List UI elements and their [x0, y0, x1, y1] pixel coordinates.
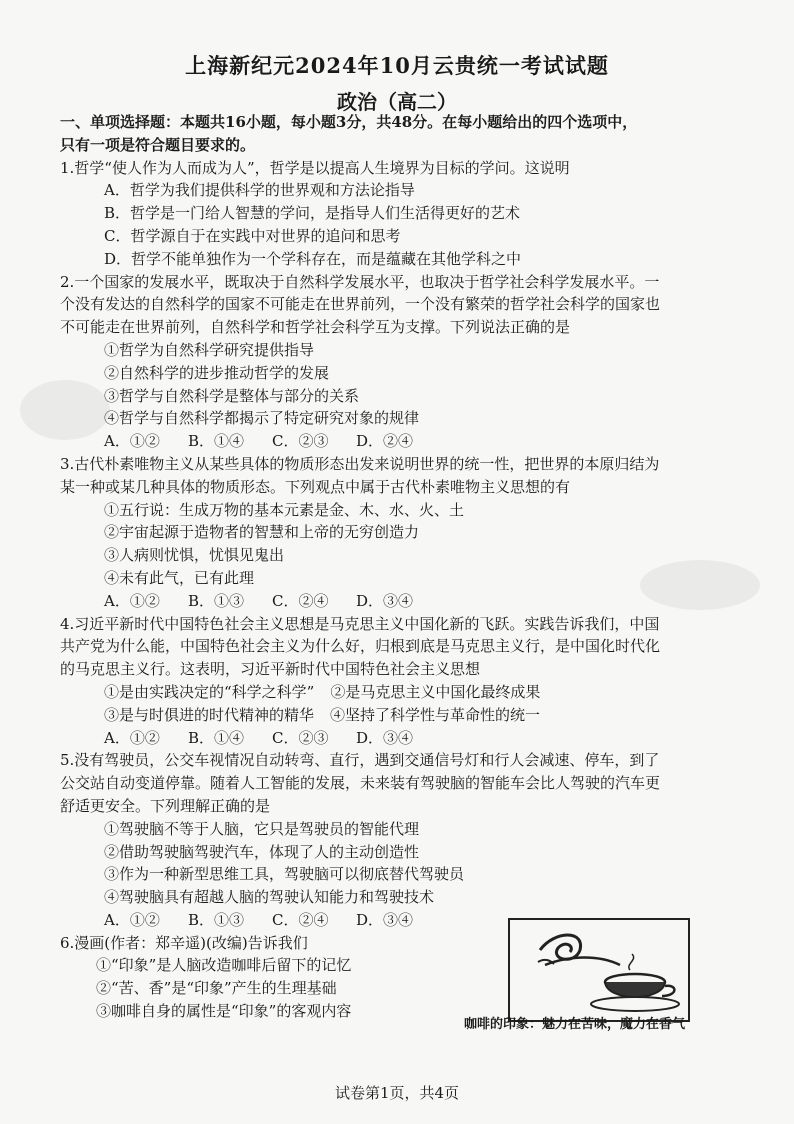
- question-stem: 1.哲学“使人作为人而成为人”，哲学是以提高人生境界为目标的学问。这说明: [60, 158, 570, 177]
- question-stem: 2.一个国家的发展水平，既取决于自然科学发展水平，也取决于哲学社会科学发展水平。一: [60, 272, 660, 291]
- choice-c: C．②③: [272, 728, 329, 747]
- statement: ③咖啡自身的属性是“印象”的客观内容: [96, 1002, 352, 1021]
- statement: ③人病则忧惧，忧惧见鬼出: [104, 546, 285, 565]
- question-stem: 公交站自动变道停靠。随着人工智能的发展，未来装有驾驶脑的智能车会比人驾驶的汽车更: [60, 774, 661, 793]
- statement: ②宇宙起源于造物者的智慧和上帝的无穷创造力: [104, 523, 420, 542]
- exam-subtitle: 政治（高二）: [337, 90, 457, 114]
- question-stem: 不可能走在世界前列，自然科学和哲学社会科学互为支撑。下列说法正确的是: [60, 318, 571, 337]
- page-footer: 试卷第1页，共4页: [334, 1084, 460, 1102]
- statement: ④未有此气，已有此理: [104, 568, 255, 587]
- statement: ①“印象”是人脑改造咖啡后留下的记忆: [96, 956, 352, 975]
- choice-b: B．①④: [188, 432, 245, 451]
- question-stem: 4.习近平新时代中国特色社会主义思想是马克思主义中国化新的飞跃。实践告诉我们，中国: [60, 614, 660, 633]
- statement: ②是马克思主义中国化最终成果: [330, 682, 541, 701]
- statement: ②借助驾驶脑驾驶汽车，体现了人的主动创造性: [104, 842, 420, 861]
- question-stem: 的马克思主义行。这表明，习近平新时代中国特色社会主义思想: [60, 660, 481, 679]
- section-heading: 一、单项选择题：本题共16小题，每小题3分，共48分。在每小题给出的四个选项中，: [60, 113, 638, 131]
- statement: ①五行说：生成万物的基本元素是金、木、水、火、土: [104, 500, 465, 519]
- choice-b: B．①④: [188, 728, 245, 747]
- answer-option: B．哲学是一门给人智慧的学问，是指导人们生活得更好的艺术: [104, 204, 521, 223]
- answer-option: A．哲学为我们提供科学的世界观和方法论指导: [104, 181, 415, 200]
- question-stem: 共产党为什么能，中国特色社会主义为什么好，归根到底是马克思主义行，是中国化时代化: [60, 637, 661, 656]
- statement: ②“苦、香”是“印象”产生的生理基础: [96, 979, 337, 998]
- question-content: [60, 111, 758, 1023]
- choice-row: [68, 430, 758, 453]
- question-stem: 某一种或某几种具体的物质形态。下列观点中属于古代朴素唯物主义思想的有: [60, 477, 571, 496]
- question-stem: 3.古代朴素唯物主义从某些具体的物质形态出发来说明世界的统一性，把世界的本原归结为: [60, 454, 660, 473]
- choice-c: C．②④: [272, 591, 329, 610]
- statement: ④坚持了科学性与革命性的统一: [330, 705, 541, 724]
- choice-a: A．①②: [104, 432, 160, 451]
- choice-d: D．②④: [356, 432, 414, 451]
- statement: ①哲学为自然科学研究提供指导: [104, 340, 315, 359]
- statement: ①驾驶脑不等于人脑，它只是驾驶员的智能代理: [104, 819, 420, 838]
- choice-d: D．③④: [356, 910, 414, 929]
- choice-b: B．①③: [188, 910, 245, 929]
- question-stem: 6.漫画(作者：郑辛遥)(改编)告诉我们: [60, 933, 308, 952]
- choice-d: D．③④: [356, 591, 414, 610]
- statement: ③是与时俱进的时代精神的精华: [104, 705, 315, 724]
- choice-row: [68, 590, 758, 613]
- choice-c: C．②④: [272, 910, 329, 929]
- choice-c: C．②③: [272, 432, 329, 451]
- section-heading: 只有一项是符合题目要求的。: [60, 135, 256, 154]
- statement-pair: [68, 681, 758, 704]
- answer-option: D．哲学不能单独作为一个学科存在，而是蕴藏在其他学科之中: [104, 249, 522, 268]
- question-stem: 舒适更安全。下列理解正确的是: [60, 796, 271, 815]
- statement: ①是由实践决定的“科学之科学”: [104, 682, 315, 701]
- coffee-cup-icon: [510, 920, 688, 1020]
- statement: ④哲学与自然科学都揭示了特定研究对象的规律: [104, 409, 420, 428]
- coffee-cartoon: [508, 918, 690, 1022]
- question-stem: 5.没有驾驶员，公交车视情况自动转弯、直行，遇到交通信号灯和行人会减速、停车，到了: [60, 751, 660, 770]
- statement-pair: [68, 704, 758, 727]
- statement: ③哲学与自然科学是整体与部分的关系: [104, 386, 360, 405]
- choice-row: [68, 727, 758, 750]
- statement: ②自然科学的进步推动哲学的发展: [104, 363, 330, 382]
- choice-d: D．③④: [356, 728, 414, 747]
- cartoon-caption: 咖啡的印象：魅力在苦味，魔力在香气: [464, 1017, 686, 1032]
- choice-b: B．①③: [188, 591, 245, 610]
- statement: ④驾驶脑具有超越人脑的驾驶认知能力和驾驶技术: [104, 888, 435, 907]
- choice-a: A．①②: [104, 910, 160, 929]
- exam-title: 上海新纪元2024年10月云贵统一考试试题: [185, 53, 609, 78]
- statement: ③作为一种新型思维工具，驾驶脑可以彻底替代驾驶员: [104, 865, 465, 884]
- answer-option: C．哲学源自于在实践中对世界的追问和思考: [104, 226, 401, 245]
- choice-a: A．①②: [104, 591, 160, 610]
- choice-a: A．①②: [104, 728, 160, 747]
- question-stem: 个没有发达的自然科学的国家不可能走在世界前列，一个没有繁荣的哲学社会科学的国家也: [60, 295, 661, 314]
